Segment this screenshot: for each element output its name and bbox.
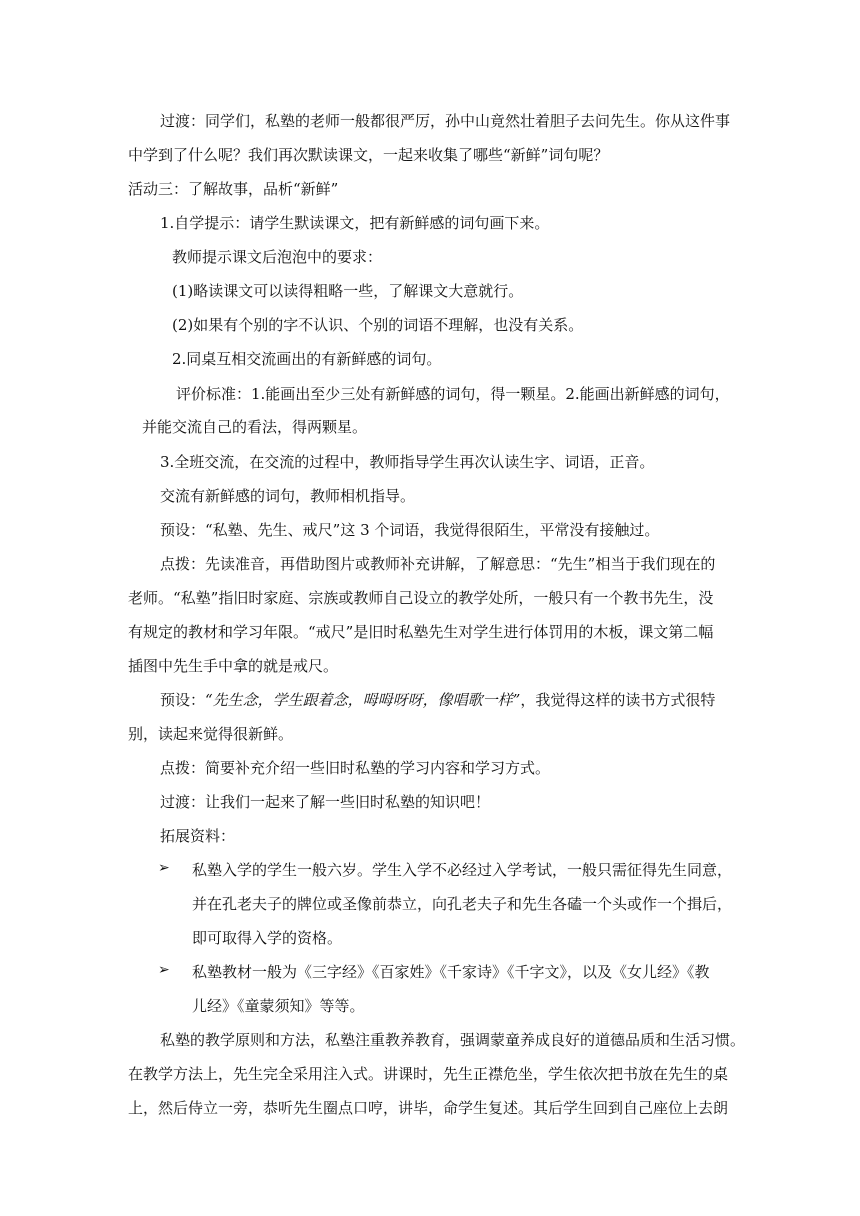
preset-2-quote: “先生念，学生跟着念，呣呣呀呀，像唱歌一样” bbox=[205, 691, 521, 709]
bullet-2-line-2: 儿经》《童蒙须知》等等。 bbox=[192, 997, 365, 1015]
exchange-guidance-line: 交流有新鲜感的词句，教师相机指导。 bbox=[160, 487, 416, 505]
activity-three-heading: 活动三：了解故事，品析“新鲜” bbox=[128, 180, 339, 198]
preset-2-line-1 bbox=[160, 690, 715, 710]
bullet-1-line-2: 并在孔老夫子的牌位或圣像前恭立，向孔老夫子和先生各磕一个头或作一个揖后， bbox=[192, 895, 733, 913]
guidance-paragraph-line-2: 老师。“私塾”指旧时家庭、宗族或教师自己设立的教学处所，一般只有一个教书先生，没 bbox=[128, 589, 714, 607]
bullet-1-line-1: 私塾入学的学生一般六岁。学生入学不必经过入学考试，一般只需征得先生同意， bbox=[192, 861, 733, 879]
transition-2-line: 过渡：让我们一起来了解一些旧时私塾的知识吧！ bbox=[160, 793, 491, 811]
bullet-2-line-1: 私塾教材一般为《三字经》《百家姓》《千家诗》《千字文》，以及《女儿经》《教 bbox=[192, 963, 710, 981]
guidance-paragraph-line-4: 插图中先生手中拿的就是戒尺。 bbox=[128, 657, 339, 675]
requirement-2: (2)如果有个别的字不认识、个别的词语不理解，也没有关系。 bbox=[172, 316, 584, 334]
transition-paragraph-line-2: 中学到了什么呢？我们再次默读课文，一起来收集了哪些“新鲜”词句呢？ bbox=[128, 146, 609, 164]
self-study-tip: 1.自学提示：请学生默读课文，把有新鲜感的词句画下来。 bbox=[160, 214, 550, 232]
private-school-methods-line-3: 上，然后侍立一旁，恭听先生圈点口哼，讲毕，命学生复述。其后学生回到自己座位上去朗 bbox=[128, 1099, 729, 1117]
private-school-methods-line-2: 在教学方法上，先生完全采用注入式。讲课时，先生正襟危坐，学生依次把书放在先生的桌 bbox=[128, 1065, 729, 1083]
bullet-arrow-icon: ➢ bbox=[158, 860, 170, 876]
teacher-tip-line: 教师提示课文后泡泡中的要求： bbox=[172, 248, 383, 266]
preset-2-suffix: ，我觉得这样的读书方式很特 bbox=[520, 691, 716, 709]
pair-exchange-line: 2.同桌互相交流画出的有新鲜感的词句。 bbox=[172, 350, 442, 368]
preset-2-line-2: 别，读起来觉得很新鲜。 bbox=[128, 725, 294, 743]
guidance-paragraph-line-1: 点拨：先读准音，再借助图片或教师补充讲解，了解意思：“先生”相当于我们现在的 bbox=[160, 555, 716, 573]
requirement-1: (1)略读课文可以读得粗略一些，了解课文大意就行。 bbox=[172, 282, 524, 300]
evaluation-standard-line-1: 评价标准：1.能画出至少三处有新鲜感的词句，得一颗星。2.能画出新鲜感的词句， bbox=[176, 385, 730, 403]
preset-1-line: 预设：“私塾、先生、戒尺”这 3 个词语，我觉得很陌生，平常没有接触过。 bbox=[160, 521, 660, 539]
private-school-methods-line-1: 私塾的教学原则和方法，私塾注重教养教育，强调蒙童养成良好的道德品质和生活习惯。 bbox=[160, 1031, 746, 1049]
extension-materials-heading: 拓展资料： bbox=[160, 827, 236, 845]
guidance-paragraph-line-3: 有规定的教材和学习年限。“戒尺”是旧时私塾先生对学生进行体罚用的木板，课文第二幅 bbox=[128, 623, 714, 641]
preset-2-prefix: 预设： bbox=[160, 691, 206, 709]
bullet-arrow-icon: ➢ bbox=[158, 962, 170, 978]
bullet-1-line-3: 即可取得入学的资格。 bbox=[192, 929, 343, 947]
transition-paragraph-line-1: 过渡：同学们，私塾的老师一般都很严厉，孙中山竟然壮着胆子去问先生。你从这件事 bbox=[160, 112, 731, 130]
evaluation-standard-line-2: 并能交流自己的看法，得两颗星。 bbox=[142, 418, 368, 436]
guidance-2-line: 点拨：简要补充介绍一些旧时私塾的学习内容和学习方式。 bbox=[160, 759, 551, 777]
class-exchange-line: 3.全班交流，在交流的过程中，教师指导学生再次认读生字、词语，正音。 bbox=[160, 453, 655, 471]
